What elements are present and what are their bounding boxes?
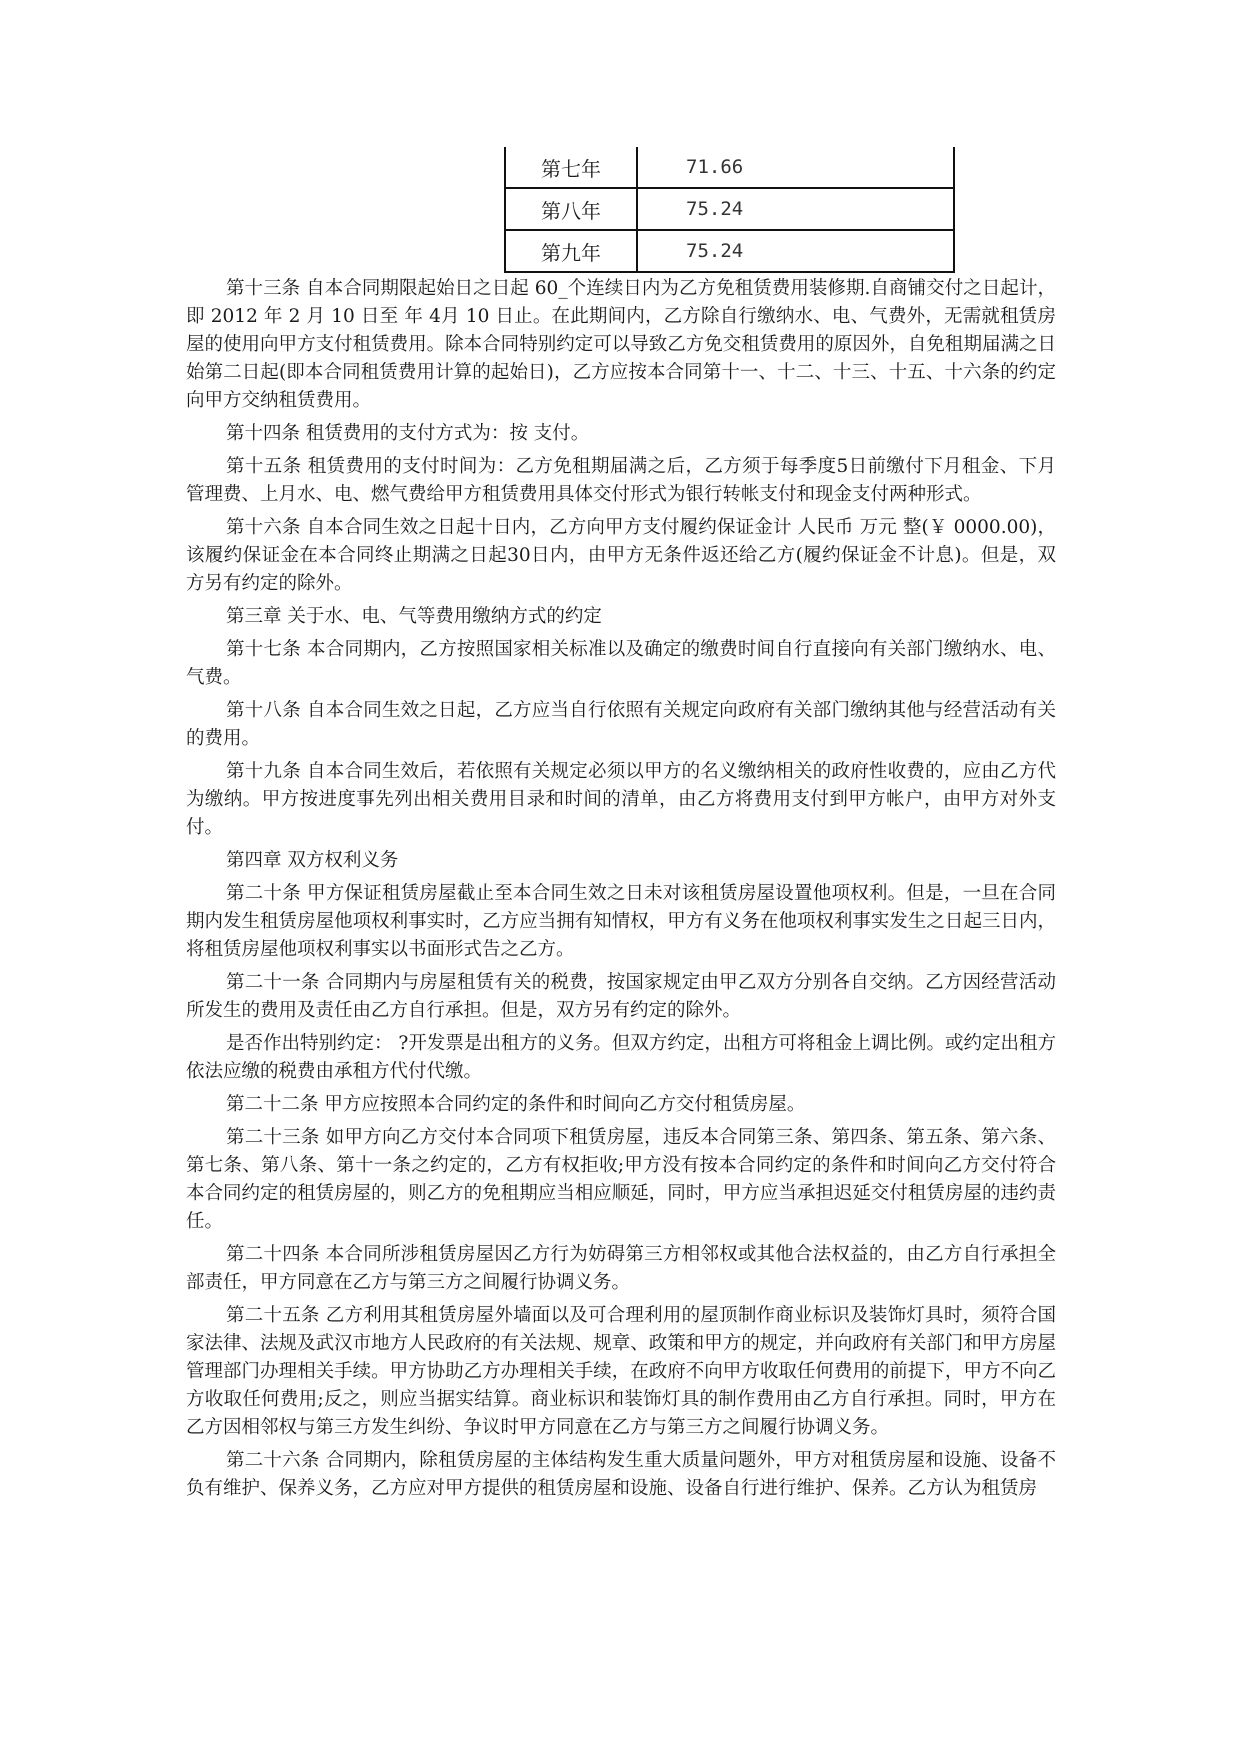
amount-cell: 75.24	[637, 230, 954, 272]
article-24: 第二十四条 本合同所涉租赁房屋因乙方行为妨碍第三方相邻权或其他合法权益的，由乙方自行承担全部责任，甲方同意在乙方与第三方之间履行协调义务。	[186, 1244, 1056, 1293]
year-cell: 第八年	[505, 188, 637, 230]
article-22: 第二十二条 甲方应按照本合同约定的条件和时间向乙方交付租赁房屋。	[226, 1094, 806, 1115]
amount-cell: 71.66	[637, 147, 954, 188]
article-21: 第二十一条 合同期内与房屋租赁有关的税费，按国家规定由甲乙双方分别各自交纳。乙方因经营活动所发生的费用及责任由乙方自行承担。但是，双方另有约定的除外。	[186, 972, 1056, 1021]
table-row	[505, 147, 954, 188]
article-19: 第十九条 自本合同生效后，若依照有关规定必须以甲方的名义缴纳相关的政府性收费的，应由乙方代为缴纳。甲方按进度事先列出相关费用目录和时间的清单，由乙方将费用支付到甲方帐户，由甲方对外支付。	[186, 761, 1056, 838]
special-agreement: 是否作出特别约定： ?开发票是出租方的义务。但双方约定，出租方可将租金上调比例。或约定出租方依法应缴的税费由承租方代付代缴。	[186, 1033, 1056, 1082]
chapter-3-heading: 第三章 关于水、电、气等费用缴纳方式的约定	[226, 606, 602, 627]
year-cell: 第七年	[505, 147, 637, 188]
article-25: 第二十五条 乙方利用其租赁房屋外墙面以及可合理利用的屋顶制作商业标识及装饰灯具时，须符合国家法律、法规及武汉市地方人民政府的有关法规、规章、政策和甲方的规定，并向政府有关部门和甲方房屋管理部门办理相关手续。甲方协助乙方办理相关手续，在政府不向甲方收取任何费用的前提下，甲方不向乙方收取任何费用;反之，则应当据实结算。商业标识和装饰灯具的制作费用由乙方自行承担。同时，甲方在乙方因相邻权与第三方发生纠纷、争议时甲方同意在乙方与第三方之间履行协调义务。	[186, 1305, 1056, 1438]
article-15: 第十五条 租赁费用的支付时间为：乙方免租期届满之后，乙方须于每季度5日前缴付下月租金、下月管理费、上月水、电、燃气费给甲方租赁费用具体交付形式为银行转帐支付和现金支付两种形式。	[186, 456, 1056, 505]
article-14: 第十四条 租赁费用的支付方式为：按 支付。	[226, 423, 590, 444]
article-13: 第十三条 自本合同期限起始日之日起 60_个连续日内为乙方免租赁费用装修期.自商铺交付之日起计，即 2012 年 2 月 10 日至 年 4月 10 日止。在此期间内，乙方除自行缴纳水、电、气费外，无需就租赁房屋的使用向甲方支付租赁费用。除本合同特别约定可以导致乙方免交租赁费用的原因外，自免租期届满之日始第二日起(即本合同租赁费用计算的起始日)，乙方应按本合同第十一、十二、十三、十五、十六条的约定向甲方交纳租赁费用。	[186, 278, 1056, 411]
article-26: 第二十六条 合同期内，除租赁房屋的主体结构发生重大质量问题外，甲方对租赁房屋和设施、设备不负有维护、保养义务，乙方应对甲方提供的租赁房屋和设施、设备自行进行维护、保养。乙方认为租赁房	[186, 1450, 1056, 1499]
amount-cell: 75.24	[637, 188, 954, 230]
article-23: 第二十三条 如甲方向乙方交付本合同项下租赁房屋，违反本合同第三条、第四条、第五条、第六条、第七条、第八条、第十一条之约定的，乙方有权拒收;甲方没有按本合同约定的条件和时间向乙方交付符合本合同约定的租赁房屋的，则乙方的免租期应当相应顺延，同时，甲方应当承担迟延交付租赁房屋的违约责任。	[186, 1127, 1056, 1232]
article-18: 第十八条 自本合同生效之日起，乙方应当自行依照有关规定向政府有关部门缴纳其他与经营活动有关的费用。	[186, 700, 1056, 749]
chapter-4-heading: 第四章 双方权利义务	[226, 850, 399, 871]
article-17: 第十七条 本合同期内，乙方按照国家相关标准以及确定的缴费时间自行直接向有关部门缴纳水、电、气费。	[186, 639, 1056, 688]
table-row	[505, 188, 954, 230]
table-row	[505, 230, 954, 272]
article-20: 第二十条 甲方保证租赁房屋截止至本合同生效之日未对该租赁房屋设置他项权利。但是，一旦在合同期内发生租赁房屋他项权利事实时，乙方应当拥有知情权，甲方有义务在他项权利事实发生之日起三日内，将租赁房屋他项权利事实以书面形式告之乙方。	[186, 883, 1056, 960]
year-cell: 第九年	[505, 230, 637, 272]
contract-body	[186, 275, 1056, 1508]
rent-schedule-table	[504, 147, 955, 273]
article-16: 第十六条 自本合同生效之日起十日内，乙方向甲方支付履约保证金计 人民币 万元 整(￥ 0000.00)，该履约保证金在本合同终止期满之日起30日内，由甲方无条件返还给乙方(履约保证金不计息)。但是，双方另有约定的除外。	[186, 517, 1056, 594]
